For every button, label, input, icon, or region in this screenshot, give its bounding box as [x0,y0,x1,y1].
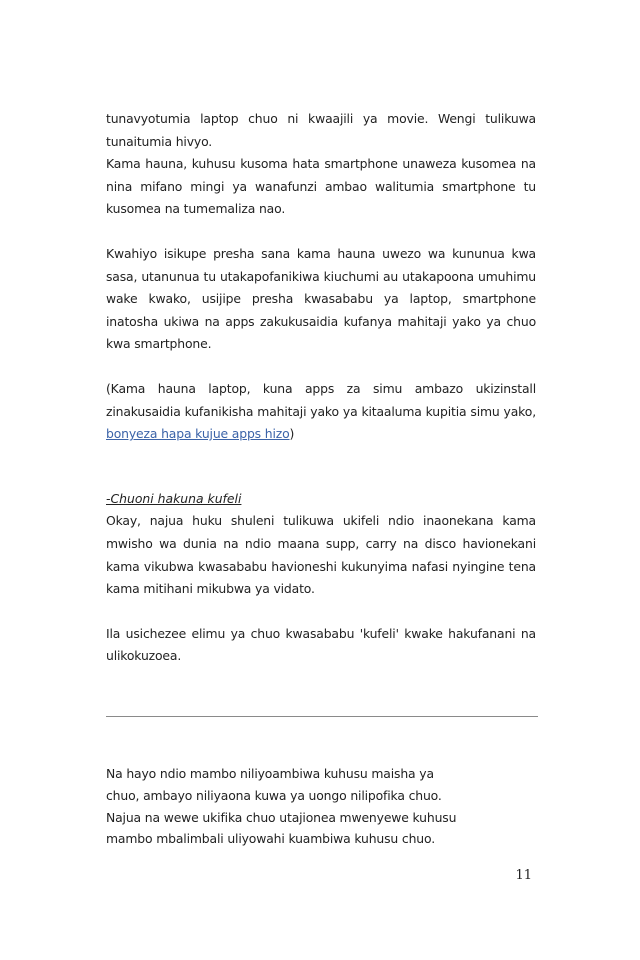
paragraph-gap [106,356,536,378]
section-heading [106,488,536,511]
heading-dash: - [106,490,111,506]
paragraph-gap [106,221,536,243]
apps-link[interactable]: bonyeza hapa kujue apps hizo [106,426,290,442]
paragraph-3: Kwahiyo isikupe presha sana kama hauna uwezo wa kununua kwa sasa, utanunua tu utakapofanikiwa kiuchumi au utakapoona umuhimu wake kwako, usijipe presha kwasababu ya laptop, smartphone inatosha ukiwa na apps zakukusaidia kufanya mahitaji yako ya chuo kwa smartphone. [106,245,536,352]
page-number: 11 [515,868,532,883]
paragraph-4 [106,378,536,446]
horizontal-divider [106,716,538,717]
heading-text: Chuoni hakuna kufeli [110,490,242,506]
closing-line-2: chuo, ambayo niliyaona kuwa ya uongo nilipofika chuo. [106,787,442,803]
closing-section [106,763,536,850]
paragraph-1: tunavyotumia laptop chuo ni kwaajili ya movie. Wengi tulikuwa tunaitumia hivyo. [106,111,536,149]
paragraph-2: Kama hauna, kuhusu kusoma hata smartphone unaweza kusomea na nina mifano mingi ya wanafunzi ambao walitumia smartphone tu kusomea na tumemaliza nao. [106,156,536,217]
closing-line-4: mambo mbalimbali uliyowahi kuambiwa kuhusu chuo. [106,831,435,847]
section-gap [106,446,536,488]
closing-line-3: Najua na wewe ukifika chuo utajionea mwenyewe kuhusu [106,809,457,825]
paragraph-5: Okay, najua huku shuleni tulikuwa ukifeli ndio inaonekana kama mwisho wa dunia na ndio maana supp, carry na disco havionekani kama vikubwa kwasababu havioneshi kukunyima nafasi nyingine tena kama mitihani mikubwa ya vidato. [106,513,536,597]
closing-line-1: Na hayo ndio mambo niliyoambiwa kuhusu maisha ya [106,766,434,781]
main-content [106,108,536,668]
paragraph-6: Ila usichezee elimu ya chuo kwasababu 'kufeli' kwake hakufanani na ulikokuzoea. [106,625,536,664]
paragraph-gap [106,601,536,623]
paragraph-4-text: (Kama hauna laptop, kuna apps za simu ambazo ukizinstall zinakusaidia kufanikisha mahitaji yako ya kitaaluma kupitia simu yako, [106,380,536,419]
paragraph-4-close: ) [289,426,295,442]
